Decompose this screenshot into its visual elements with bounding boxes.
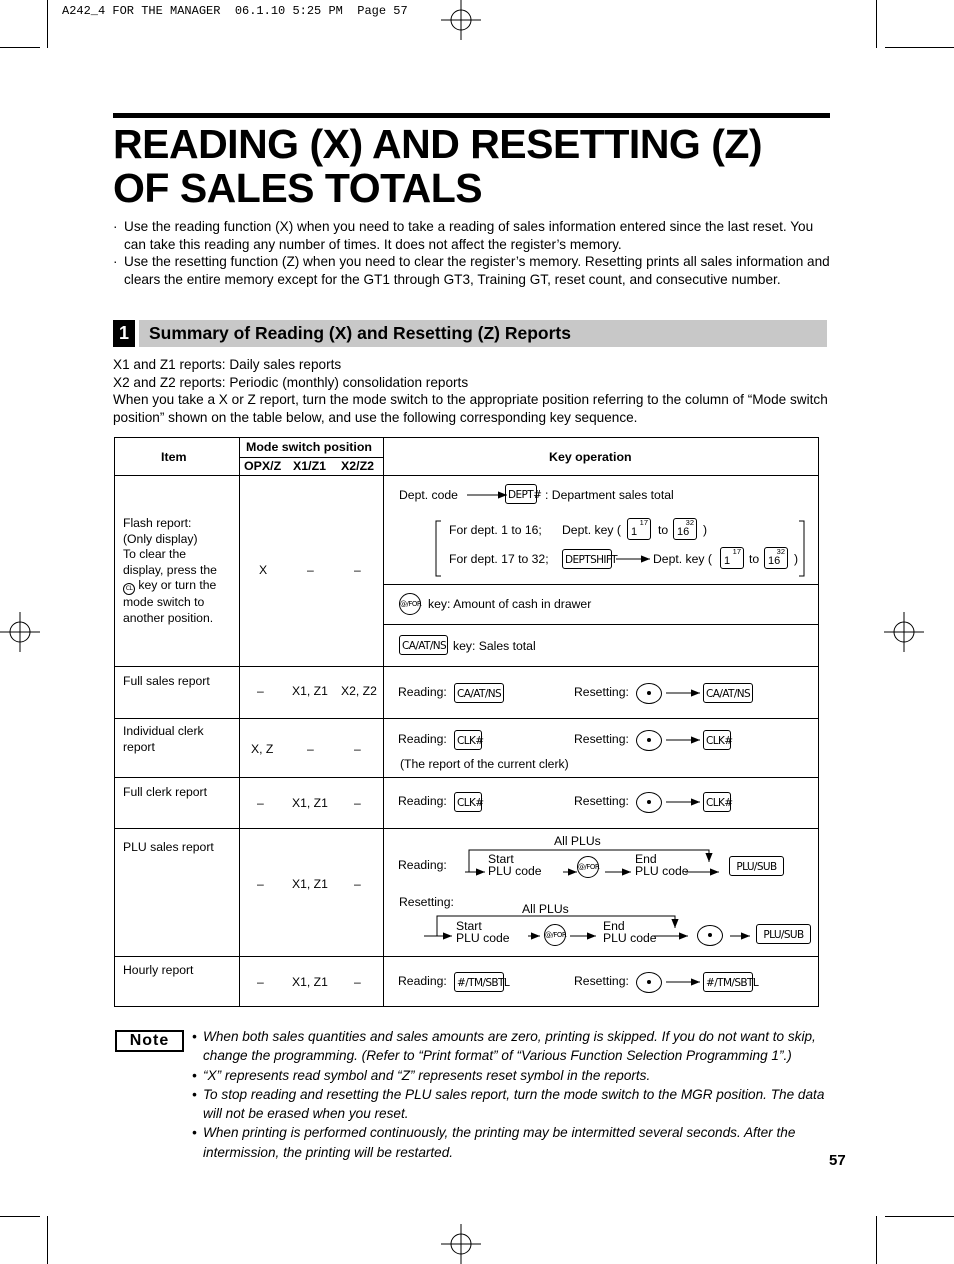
flash-opx: X bbox=[259, 563, 268, 577]
item-line: report bbox=[123, 739, 155, 754]
item-line: Individual clerk bbox=[123, 724, 204, 738]
to-label: to bbox=[658, 523, 669, 537]
all-plus-label: All PLUs bbox=[554, 834, 601, 848]
grid-line bbox=[115, 828, 818, 829]
report-table bbox=[114, 437, 819, 1007]
deptshift-key-icon: DEPTSHIFT bbox=[562, 549, 612, 569]
resetting-label: Resetting: bbox=[399, 895, 454, 909]
reading-label: Reading: bbox=[398, 974, 447, 988]
individual-clerk-x2: – bbox=[354, 742, 361, 756]
item-line: (Only display) bbox=[123, 531, 198, 546]
individual-clerk-opx: X, Z bbox=[251, 742, 274, 756]
dept-key-label-2: Dept. key ( bbox=[653, 552, 712, 566]
full-sales-x2: X2, Z2 bbox=[341, 684, 377, 698]
to-label: to bbox=[749, 552, 760, 566]
section-number: 1 bbox=[113, 320, 135, 347]
page-title bbox=[113, 122, 762, 210]
intro-bullets bbox=[113, 218, 833, 288]
flash-x1: – bbox=[307, 563, 314, 577]
hourly-x1: X1, Z1 bbox=[292, 975, 328, 989]
full-clerk-x1: X1, Z1 bbox=[292, 796, 328, 810]
printer-slug: A242_4 FOR THE MANAGER 06.1.10 5:25 PM Page 57 bbox=[62, 4, 408, 18]
ca-at-ns-key-icon: CA/AT/NS bbox=[399, 635, 448, 655]
dot-key-icon bbox=[636, 972, 662, 993]
full-clerk-opx: – bbox=[257, 796, 264, 810]
dept-range-2: For dept. 17 to 32; bbox=[449, 552, 549, 566]
plu-sub-key-icon: PLU/SUB bbox=[729, 856, 784, 876]
end-plu-code: End PLU code bbox=[635, 852, 689, 878]
intro-bullet: · Use the resetting function (Z) when you need to clear the register’s memory. Resetting prints all sales information and clears the entire memory except for the GT1 through GT3, Training GT, reset count, and consecutive number. bbox=[113, 253, 833, 288]
grid-line bbox=[115, 666, 818, 667]
dot-key-icon bbox=[697, 925, 723, 946]
clk-key-icon: CLK# bbox=[454, 792, 482, 812]
reading-label: Reading: bbox=[398, 858, 447, 872]
note-item: • To stop reading and resetting the PLU sales report, turn the mode switch to the MGR position. The data will not be erased when you reset. bbox=[192, 1085, 832, 1124]
grid-line bbox=[115, 777, 818, 778]
hourly-opx: – bbox=[257, 975, 264, 989]
full-clerk-item: Full clerk report bbox=[123, 785, 207, 799]
arrow-icon bbox=[666, 795, 702, 809]
note-item: • “X” represents read symbol and “Z” represents reset symbol in the reports. bbox=[192, 1066, 832, 1085]
numeric-key-1: 1 17 bbox=[720, 547, 744, 569]
full-sales-item: Full sales report bbox=[123, 674, 210, 688]
arrow-icon bbox=[467, 488, 509, 502]
current-clerk-note: (The report of the current clerk) bbox=[400, 757, 569, 771]
grid-line bbox=[239, 457, 383, 458]
numeric-key-16: 16 32 bbox=[673, 518, 697, 540]
grid-line bbox=[383, 624, 818, 625]
arrow-icon bbox=[666, 733, 702, 747]
individual-clerk-x1: – bbox=[307, 742, 314, 756]
resetting-label: Resetting: bbox=[574, 794, 629, 808]
dept-key-label: Dept. key ( bbox=[562, 523, 621, 537]
clk-key-icon: CLK# bbox=[703, 730, 731, 750]
reading-label: Reading: bbox=[398, 794, 447, 808]
item-line: Flash report: bbox=[123, 516, 192, 530]
item-line: To clear the bbox=[123, 547, 187, 561]
full-sales-opx: – bbox=[257, 684, 264, 698]
page-number: 57 bbox=[829, 1152, 846, 1169]
title-line-2: OF SALES TOTALS bbox=[113, 165, 483, 211]
resetting-label: Resetting: bbox=[574, 685, 629, 699]
paragraph: X2 and Z2 reports: Periodic (monthly) consolidation reports bbox=[113, 374, 469, 390]
item-line: CL key or turn the bbox=[123, 578, 217, 595]
dept-code-label: Dept. code bbox=[399, 488, 458, 502]
registration-mark-right bbox=[884, 612, 924, 652]
item-line: display, press the bbox=[123, 562, 217, 577]
all-plus-label: All PLUs bbox=[522, 902, 569, 916]
ca-at-ns-key-icon: CA/AT/NS bbox=[703, 683, 753, 703]
dept-range-1: For dept. 1 to 16; bbox=[449, 523, 542, 537]
registration-mark-top bbox=[441, 0, 481, 40]
hourly-item: Hourly report bbox=[123, 963, 194, 977]
section-title: Summary of Reading (X) and Resetting (Z) Reports bbox=[149, 323, 571, 343]
for-key-icon: @/FOR bbox=[577, 856, 599, 878]
dot-key-icon bbox=[636, 683, 662, 704]
notes-list bbox=[192, 1027, 832, 1162]
grid-line bbox=[383, 584, 818, 585]
for-key-icon: @/FOR bbox=[399, 593, 421, 615]
cl-key-icon: CL bbox=[123, 583, 135, 595]
note-label: Note bbox=[115, 1030, 184, 1052]
sales-total-text: key: Sales total bbox=[453, 639, 536, 653]
note-item: • When both sales quantities and sales amounts are zero, printing is skipped. If you do not want to skip, change the programming. (Refer to “Print format” of “Various Function Selection Programming 1”.) bbox=[192, 1027, 832, 1066]
tm-sbtl-key-icon: #/TM/SBTL bbox=[703, 972, 753, 992]
grid-line bbox=[383, 438, 384, 1006]
start-plu-code: Start PLU code bbox=[456, 919, 510, 945]
clk-key-icon: CLK# bbox=[703, 792, 731, 812]
tm-sbtl-key-icon: #/TM/SBTL bbox=[454, 972, 504, 992]
registration-mark-left bbox=[0, 612, 40, 652]
close-paren: ) bbox=[703, 523, 708, 537]
grid-line bbox=[239, 438, 240, 1006]
registration-mark-bottom bbox=[441, 1224, 481, 1264]
resetting-label: Resetting: bbox=[574, 974, 629, 988]
plu-sub-key-icon: PLU/SUB bbox=[756, 924, 811, 944]
plu-sales-x1: X1, Z1 bbox=[292, 877, 328, 891]
header-mode: Mode switch position bbox=[246, 440, 372, 454]
cash-in-drawer-text: key: Amount of cash in drawer bbox=[428, 597, 592, 611]
plu-sales-x2: – bbox=[354, 877, 361, 891]
dept-desc: : Department sales total bbox=[545, 488, 674, 502]
flash-x2: – bbox=[354, 563, 361, 577]
intro-bullet: · Use the reading function (X) when you need to take a reading of sales information entered since the last reset. You can take this reading any number of times. It does not affect the register’s memory. bbox=[113, 218, 833, 253]
note-item: • When printing is performed continuously, the printing may be intermitted several seconds. After the intermission, the printing will be restarted. bbox=[192, 1123, 832, 1162]
numeric-key-16: 16 32 bbox=[764, 547, 788, 569]
item-line: another position. bbox=[123, 610, 214, 625]
full-sales-x1: X1, Z1 bbox=[292, 684, 328, 698]
reading-label: Reading: bbox=[398, 732, 447, 746]
end-plu-code: End PLU code bbox=[603, 919, 657, 945]
title-line-1: READING (X) AND RESETTING (Z) bbox=[113, 121, 763, 167]
header-opx: OPX/Z bbox=[244, 459, 282, 473]
title-rule bbox=[113, 113, 830, 118]
paragraph: X1 and Z1 reports: Daily sales reports bbox=[113, 357, 342, 372]
close-paren: ) bbox=[794, 552, 799, 566]
flash-report-item bbox=[123, 516, 217, 626]
header-key-operation: Key operation bbox=[549, 450, 632, 464]
for-key-icon: @/FOR bbox=[544, 924, 566, 946]
dept-key-icon: DEPT# bbox=[505, 484, 537, 504]
grid-line bbox=[115, 718, 818, 719]
arrow-icon bbox=[666, 686, 702, 700]
start-plu-code: Start PLU code bbox=[488, 852, 542, 878]
reading-label: Reading: bbox=[398, 685, 447, 699]
full-clerk-x2: – bbox=[354, 796, 361, 810]
header-x1: X1/Z1 bbox=[293, 459, 327, 473]
arrow-icon bbox=[616, 552, 652, 566]
plu-sales-item: PLU sales report bbox=[123, 840, 214, 854]
grid-line bbox=[115, 475, 818, 476]
hourly-x2: – bbox=[354, 975, 361, 989]
numeric-key-1: 1 17 bbox=[627, 518, 651, 540]
item-line: mode switch to bbox=[123, 595, 205, 609]
header-item: Item bbox=[161, 450, 187, 464]
arrow-icon bbox=[666, 975, 702, 989]
grid-line bbox=[115, 956, 818, 957]
ca-at-ns-key-icon: CA/AT/NS bbox=[454, 683, 504, 703]
individual-clerk-item bbox=[123, 724, 204, 755]
dot-key-icon bbox=[636, 792, 662, 813]
dot-key-icon bbox=[636, 730, 662, 751]
paragraph: When you take a X or Z report, turn the mode switch to the appropriate position referring to the column of “Mode switch position” shown on the table below, and use the following corresponding key sequence. bbox=[113, 392, 828, 425]
header-x2: X2/Z2 bbox=[341, 459, 375, 473]
plu-sales-opx: – bbox=[257, 877, 264, 891]
clk-key-icon: CLK# bbox=[454, 730, 482, 750]
resetting-label: Resetting: bbox=[574, 732, 629, 746]
section-description bbox=[113, 356, 829, 426]
